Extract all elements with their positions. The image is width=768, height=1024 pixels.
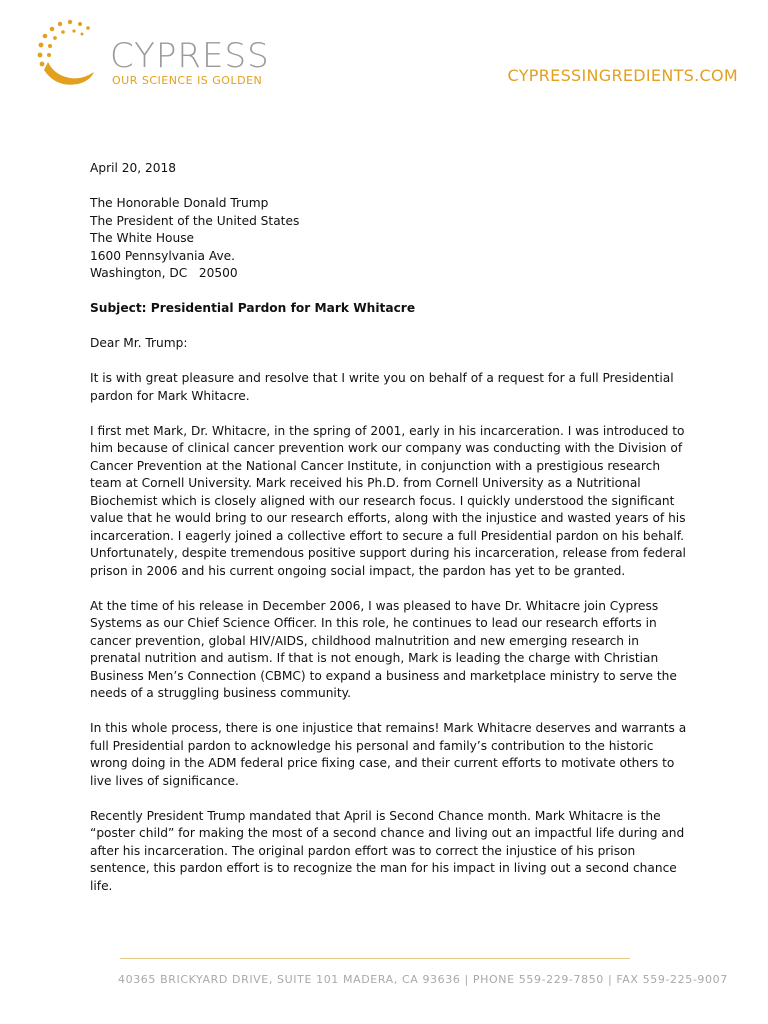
paragraph-5: Recently President Trump mandated that April is Second Chance month. Mark Whitacre is the “poster child” for making the most of a second chance and living out an impactful life during and after his incarceration. The original pardon effort was to correct the injustice of his prison sentence, this pardon effort is to recognize the man for his impact in living out a second chance life. (90, 808, 685, 893)
cypress-c-logo-icon (30, 12, 110, 92)
letter-date: April 20, 2018 (90, 161, 177, 175)
paragraph-3: At the time of his release in December 2006, I was pleased to have Dr. Whitacre join Cypress Systems as our Chief Science Officer. In this role, he continues to lead our research efforts in cancer prevention, global HIV/AIDS, childhood malnutrition and new emerging research in prenatal nutrition and autism. If that is not enough, Mark is leading the charge with Christian Business Men’s Connection (CBMC) to expand a business and marketplace ministry to serve the needs of a struggling business community. (90, 598, 677, 700)
paragraph-4: In this whole process, there is one injustice that remains! Mark Whitacre deserves and warrants a full Presidential pardon to acknowledge his personal and family’s contribution to the historic wrong doing in the ADM federal price fixing case, and their current efforts to motivate others to live lives of significance. (90, 721, 687, 788)
recipient-office: The White House (90, 231, 195, 245)
recipient-title: The President of the United States (90, 213, 300, 228)
brand-name: CYPRESS (110, 36, 270, 76)
letter-body (90, 160, 690, 913)
recipient-city: Washington, DC 20500 (90, 266, 238, 280)
footer-divider (120, 958, 630, 959)
recipient-address (90, 195, 690, 283)
paragraph-1: It is with great pleasure and resolve that I write you on behalf of a request for a full Presidential pardon for Mark Whitacre. (90, 371, 674, 403)
paragraph-2: I first met Mark, Dr. Whitacre, in the spring of 2001, early in his incarceration. I was introduced to him because of clinical cancer prevention work our company was conducting with the Division of Cancer Prevention at the National Cancer Institute, in conjunction with a prestigious research team at Cornell University. Mark received his Ph.D. from Cornell University as a Nutritional Biochemist which is closely aligned with our research focus. I quickly understood the significant value that he would bring to our research efforts, along with the injustice and wasted years of his incarceration. I eagerly joined a collective effort to secure a full Presidential pardon on his behalf. Unfortunately, despite tremendous positive support during his incarceration, release from federal prison in 2006 and his current ongoing social impact, the pardon has yet to be granted. (90, 423, 686, 578)
recipient-street: 1600 Pennsylvania Ave. (90, 248, 236, 263)
brand-tagline: OUR SCIENCE IS GOLDEN (112, 74, 263, 87)
company-website[interactable]: CYPRESSINGREDIENTS.COM (507, 66, 738, 85)
letter-salutation: Dear Mr. Trump: (90, 336, 188, 350)
footer-address: 40365 BRICKYARD DRIVE, SUITE 101 MADERA, CA 93636 | PHONE 559-229-7850 | FAX 559-225-9007 (118, 973, 728, 986)
company-logo (30, 12, 270, 92)
recipient-name: The Honorable Donald Trump (90, 196, 269, 210)
letter-subject: Subject: Presidential Pardon for Mark Whitacre (90, 301, 416, 315)
